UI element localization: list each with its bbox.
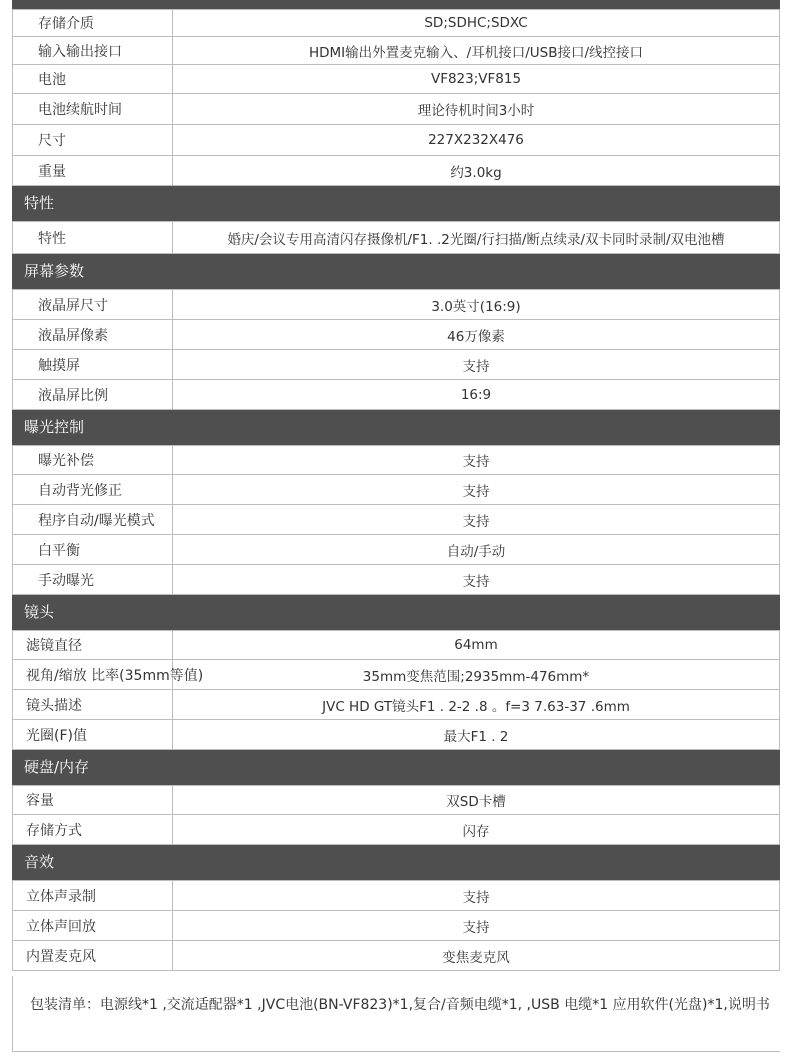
spec-row-features	[12, 221, 780, 254]
spec-label: 立体声回放	[13, 911, 173, 940]
spec-value: 支持	[462, 483, 490, 500]
section-header-lens: 镜头	[12, 595, 780, 630]
package-contents-box	[12, 976, 780, 1052]
spec-value: 支持	[462, 889, 490, 906]
spec-label: 触摸屏	[13, 350, 173, 379]
spec-label: 尺寸	[13, 125, 173, 155]
spec-label: 液晶屏尺寸	[13, 290, 173, 319]
spec-label: 程序自动/曝光模式	[13, 505, 173, 534]
package-contents-text: 包装清单：电源线*1 ,交流适配器*1 ,JVC电池(BN-VF823)*1,复合/音频电缆*1, ,USB 电缆*1 应用软件(光盘)*1,说明书	[30, 997, 770, 1013]
section-header-audio: 音效	[12, 845, 780, 880]
spec-row-stereo-playback	[12, 911, 780, 941]
spec-value: HDMI输出外置麦克输入、/耳机接口/USB接口/线控接口	[308, 44, 644, 61]
spec-value: VF823;VF815	[430, 71, 522, 87]
spec-value: 支持	[462, 454, 490, 470]
spec-value: 变焦麦克风	[442, 949, 510, 966]
spec-label: 容量	[13, 786, 173, 814]
spec-row-lcd-ratio	[12, 380, 780, 410]
spec-row-battery	[12, 65, 780, 94]
spec-label: 液晶屏像素	[13, 320, 173, 349]
spec-label: 内置麦克风	[13, 941, 173, 970]
spec-value: 支持	[462, 919, 490, 936]
spec-label: 曝光补偿	[13, 446, 173, 474]
top-header-bar	[12, 0, 780, 9]
section-header-storage: 硬盘/内存	[12, 750, 780, 785]
spec-row-backlight	[12, 475, 780, 505]
spec-label: 滤镜直径	[13, 631, 173, 659]
spec-row-battery-life	[12, 94, 780, 125]
spec-row-lcd-size	[12, 289, 780, 320]
spec-label: 特性	[13, 222, 173, 253]
spec-row-zoom-ratio	[12, 660, 780, 690]
spec-label: 电池	[13, 65, 173, 93]
spec-row-exposure-comp	[12, 445, 780, 475]
spec-value: 理论待机时间3小时	[417, 103, 535, 119]
spec-value: 3.0英寸(16:9)	[431, 298, 521, 315]
spec-row-touchscreen	[12, 350, 780, 380]
spec-row-lens-desc	[12, 690, 780, 720]
spec-value: 最大F1 . 2	[443, 728, 509, 745]
spec-row-lcd-pixels	[12, 320, 780, 350]
spec-label: 立体声录制	[13, 881, 173, 910]
spec-label: 自动背光修正	[13, 475, 173, 504]
spec-label: 输入输出接口	[13, 37, 173, 64]
spec-value: 64mm	[454, 637, 498, 653]
spec-row-program-ae	[12, 505, 780, 535]
spec-value: 支持	[462, 513, 490, 530]
spec-row-dimensions	[12, 125, 780, 156]
spec-row-storage-media	[12, 9, 780, 37]
spec-label: 存储介质	[13, 10, 173, 36]
spec-value: 约3.0kg	[450, 164, 502, 181]
spec-value: 自动/手动	[446, 543, 506, 560]
spec-value: 46万像素	[447, 328, 505, 345]
spec-table	[12, 0, 780, 971]
spec-row-aperture	[12, 720, 780, 750]
spec-label: 手动曝光	[13, 565, 173, 594]
spec-label: 白平衡	[13, 535, 173, 564]
spec-row-storage-method	[12, 815, 780, 845]
section-header-screen: 屏幕参数	[12, 254, 780, 289]
spec-row-manual-exposure	[12, 565, 780, 595]
section-header-features: 特性	[12, 186, 780, 221]
spec-value: 双SD卡槽	[446, 794, 506, 810]
spec-label: 重量	[13, 156, 173, 185]
spec-row-io-ports	[12, 37, 780, 65]
spec-label: 存储方式	[13, 815, 173, 844]
spec-value: 227X232X476	[428, 132, 524, 148]
spec-label: 镜头描述	[13, 690, 173, 719]
spec-row-stereo-record	[12, 880, 780, 911]
spec-value: 支持	[462, 573, 490, 590]
spec-label: 光圈(F)值	[13, 720, 173, 749]
section-header-exposure: 曝光控制	[12, 410, 780, 445]
spec-value: 支持	[462, 358, 490, 375]
spec-row-builtin-mic	[12, 941, 780, 971]
spec-row-capacity	[12, 785, 780, 815]
spec-label: 电池续航时间	[13, 94, 173, 124]
spec-label: 视角/缩放 比率(35mm等值)	[13, 660, 173, 689]
spec-row-white-balance	[12, 535, 780, 565]
spec-value: 16:9	[460, 386, 492, 403]
spec-row-filter-diameter	[12, 630, 780, 660]
spec-value: 闪存	[462, 823, 490, 840]
spec-value: 35mm变焦范围;2935mm-476mm*	[362, 668, 590, 685]
spec-value: 婚庆/会议专用高清闪存摄像机/F1. .2光圈/行扫描/断点续录/双卡同时录制/双电池槽	[227, 231, 725, 248]
spec-row-weight	[12, 156, 780, 186]
spec-value: JVC HD GT镜头F1 . 2-2 .8 。f=3 7.63-37 .6mm	[322, 698, 630, 715]
spec-value: SD;SDHC;SDXC	[424, 15, 528, 31]
spec-label: 液晶屏比例	[13, 380, 173, 409]
